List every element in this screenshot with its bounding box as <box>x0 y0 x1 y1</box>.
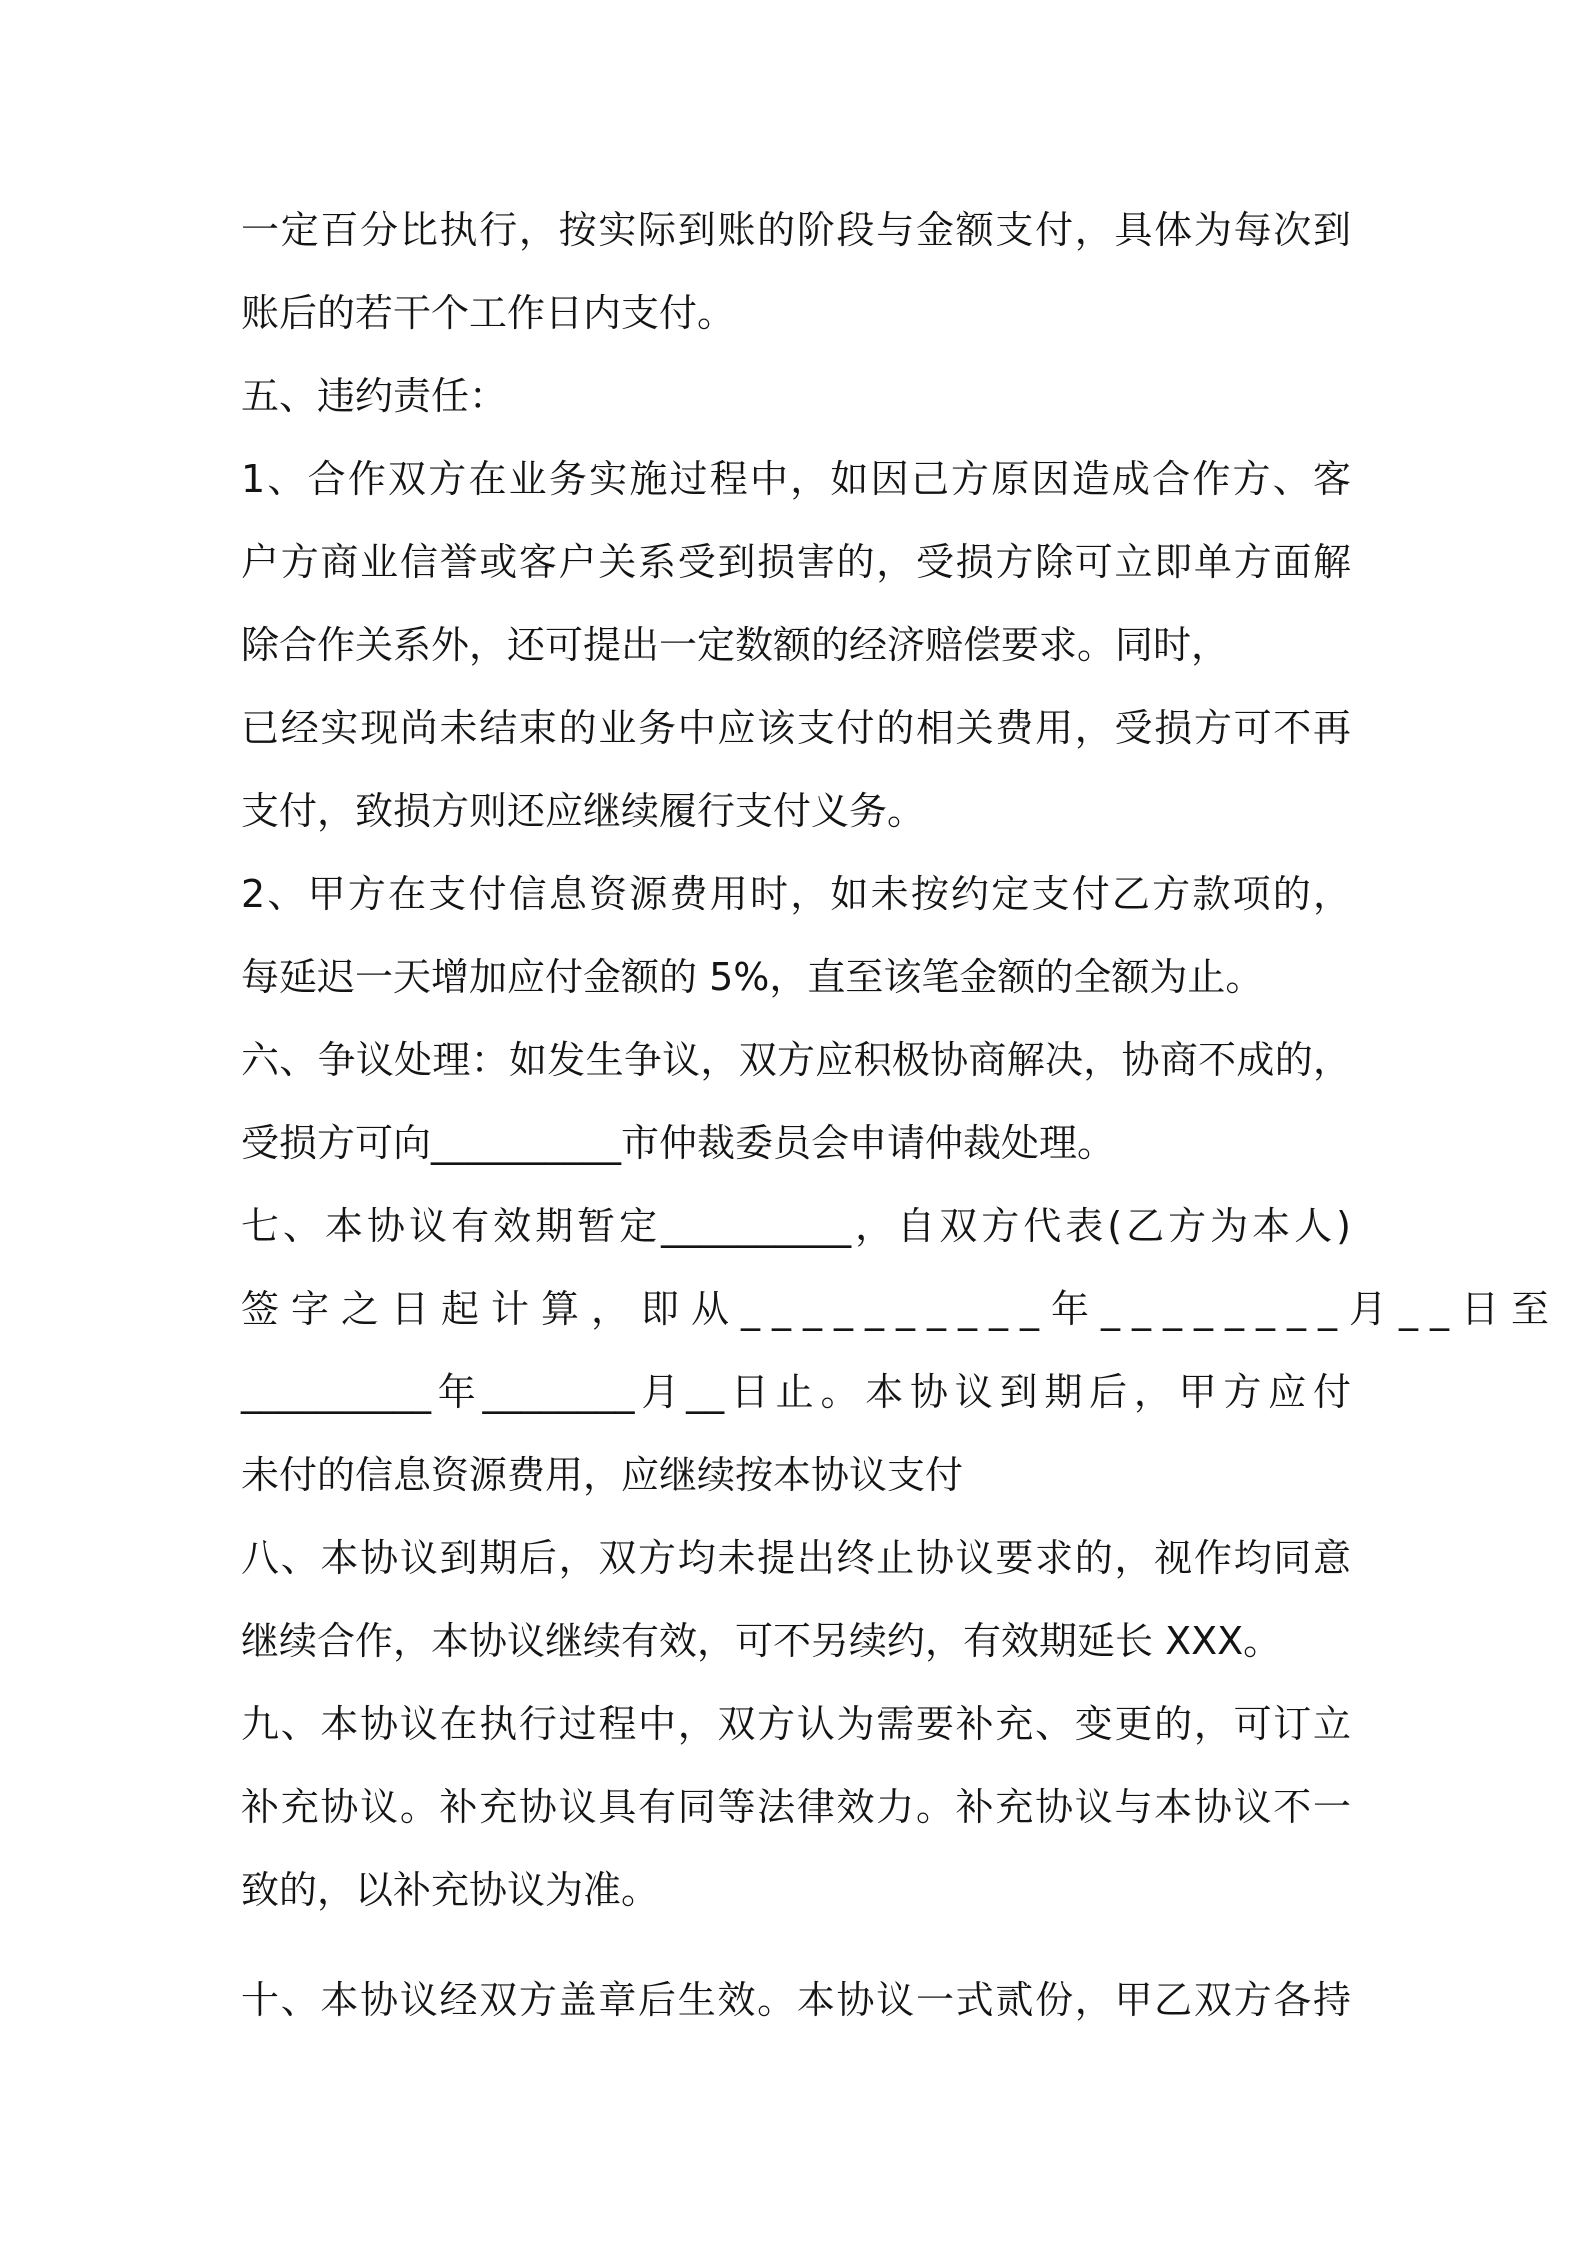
text-line: 支付，致损方则还应继续履行支付义务。 <box>241 789 926 833</box>
text-line: 未付的信息资源费用，应继续按本协议支付 <box>241 1453 964 1497</box>
section-heading: 八、本协议到期后，双方均未提出终止协议要求的，视作均同意 <box>241 1536 1351 1580</box>
text-line: 一定百分比执行，按实际到账的阶段与金额支付，具体为每次到 <box>241 208 1351 252</box>
text-line: 1、合作双方在业务实施过程中，如因己方原因造成合作方、客 <box>241 457 1351 501</box>
section-heading: 十、本协议经双方盖章后生效。本协议一式贰份，甲乙双方各持 <box>241 1978 1351 2022</box>
text-line: __________年________月__日止。本协议到期后，甲方应付 <box>241 1370 1351 1414</box>
text-line: 签字之日起计算，即从__________年________月__日至 <box>241 1287 1562 1331</box>
text-line: 户方商业信誉或客户关系受到损害的，受损方除可立即单方面解 <box>241 540 1351 584</box>
text-line: 受损方可向__________市仲裁委员会申请仲裁处理。 <box>241 1121 1116 1165</box>
text-line: 已经实现尚未结束的业务中应该支付的相关费用，受损方可不再 <box>241 706 1351 750</box>
text-line: 每延迟一天增加应付金额的 5%，直至该笔金额的全额为止。 <box>241 955 1264 999</box>
text-line: 继续合作，本协议继续有效，可不另续约，有效期延长 XXX。 <box>241 1619 1282 1663</box>
text-line: 补充协议。补充协议具有同等法律效力。补充协议与本协议不一 <box>241 1785 1351 1829</box>
section-heading: 六、争议处理：如发生争议，双方应积极协商解决，协商不成的， <box>241 1038 1351 1082</box>
text-line: 致的，以补充协议为准。 <box>241 1868 660 1912</box>
text-line: 除合作关系外，还可提出一定数额的经济赔偿要求。同时， <box>241 623 1230 667</box>
section-heading: 五、违约责任： <box>241 374 508 418</box>
text-line: 2、甲方在支付信息资源费用时，如未按约定支付乙方款项的， <box>241 872 1351 916</box>
section-heading: 九、本协议在执行过程中，双方认为需要补充、变更的，可订立 <box>241 1702 1351 1746</box>
text-line: 账后的若干个工作日内支付。 <box>241 291 736 335</box>
section-heading: 七、本协议有效期暂定__________，自双方代表(乙方为本人) <box>241 1204 1351 1248</box>
